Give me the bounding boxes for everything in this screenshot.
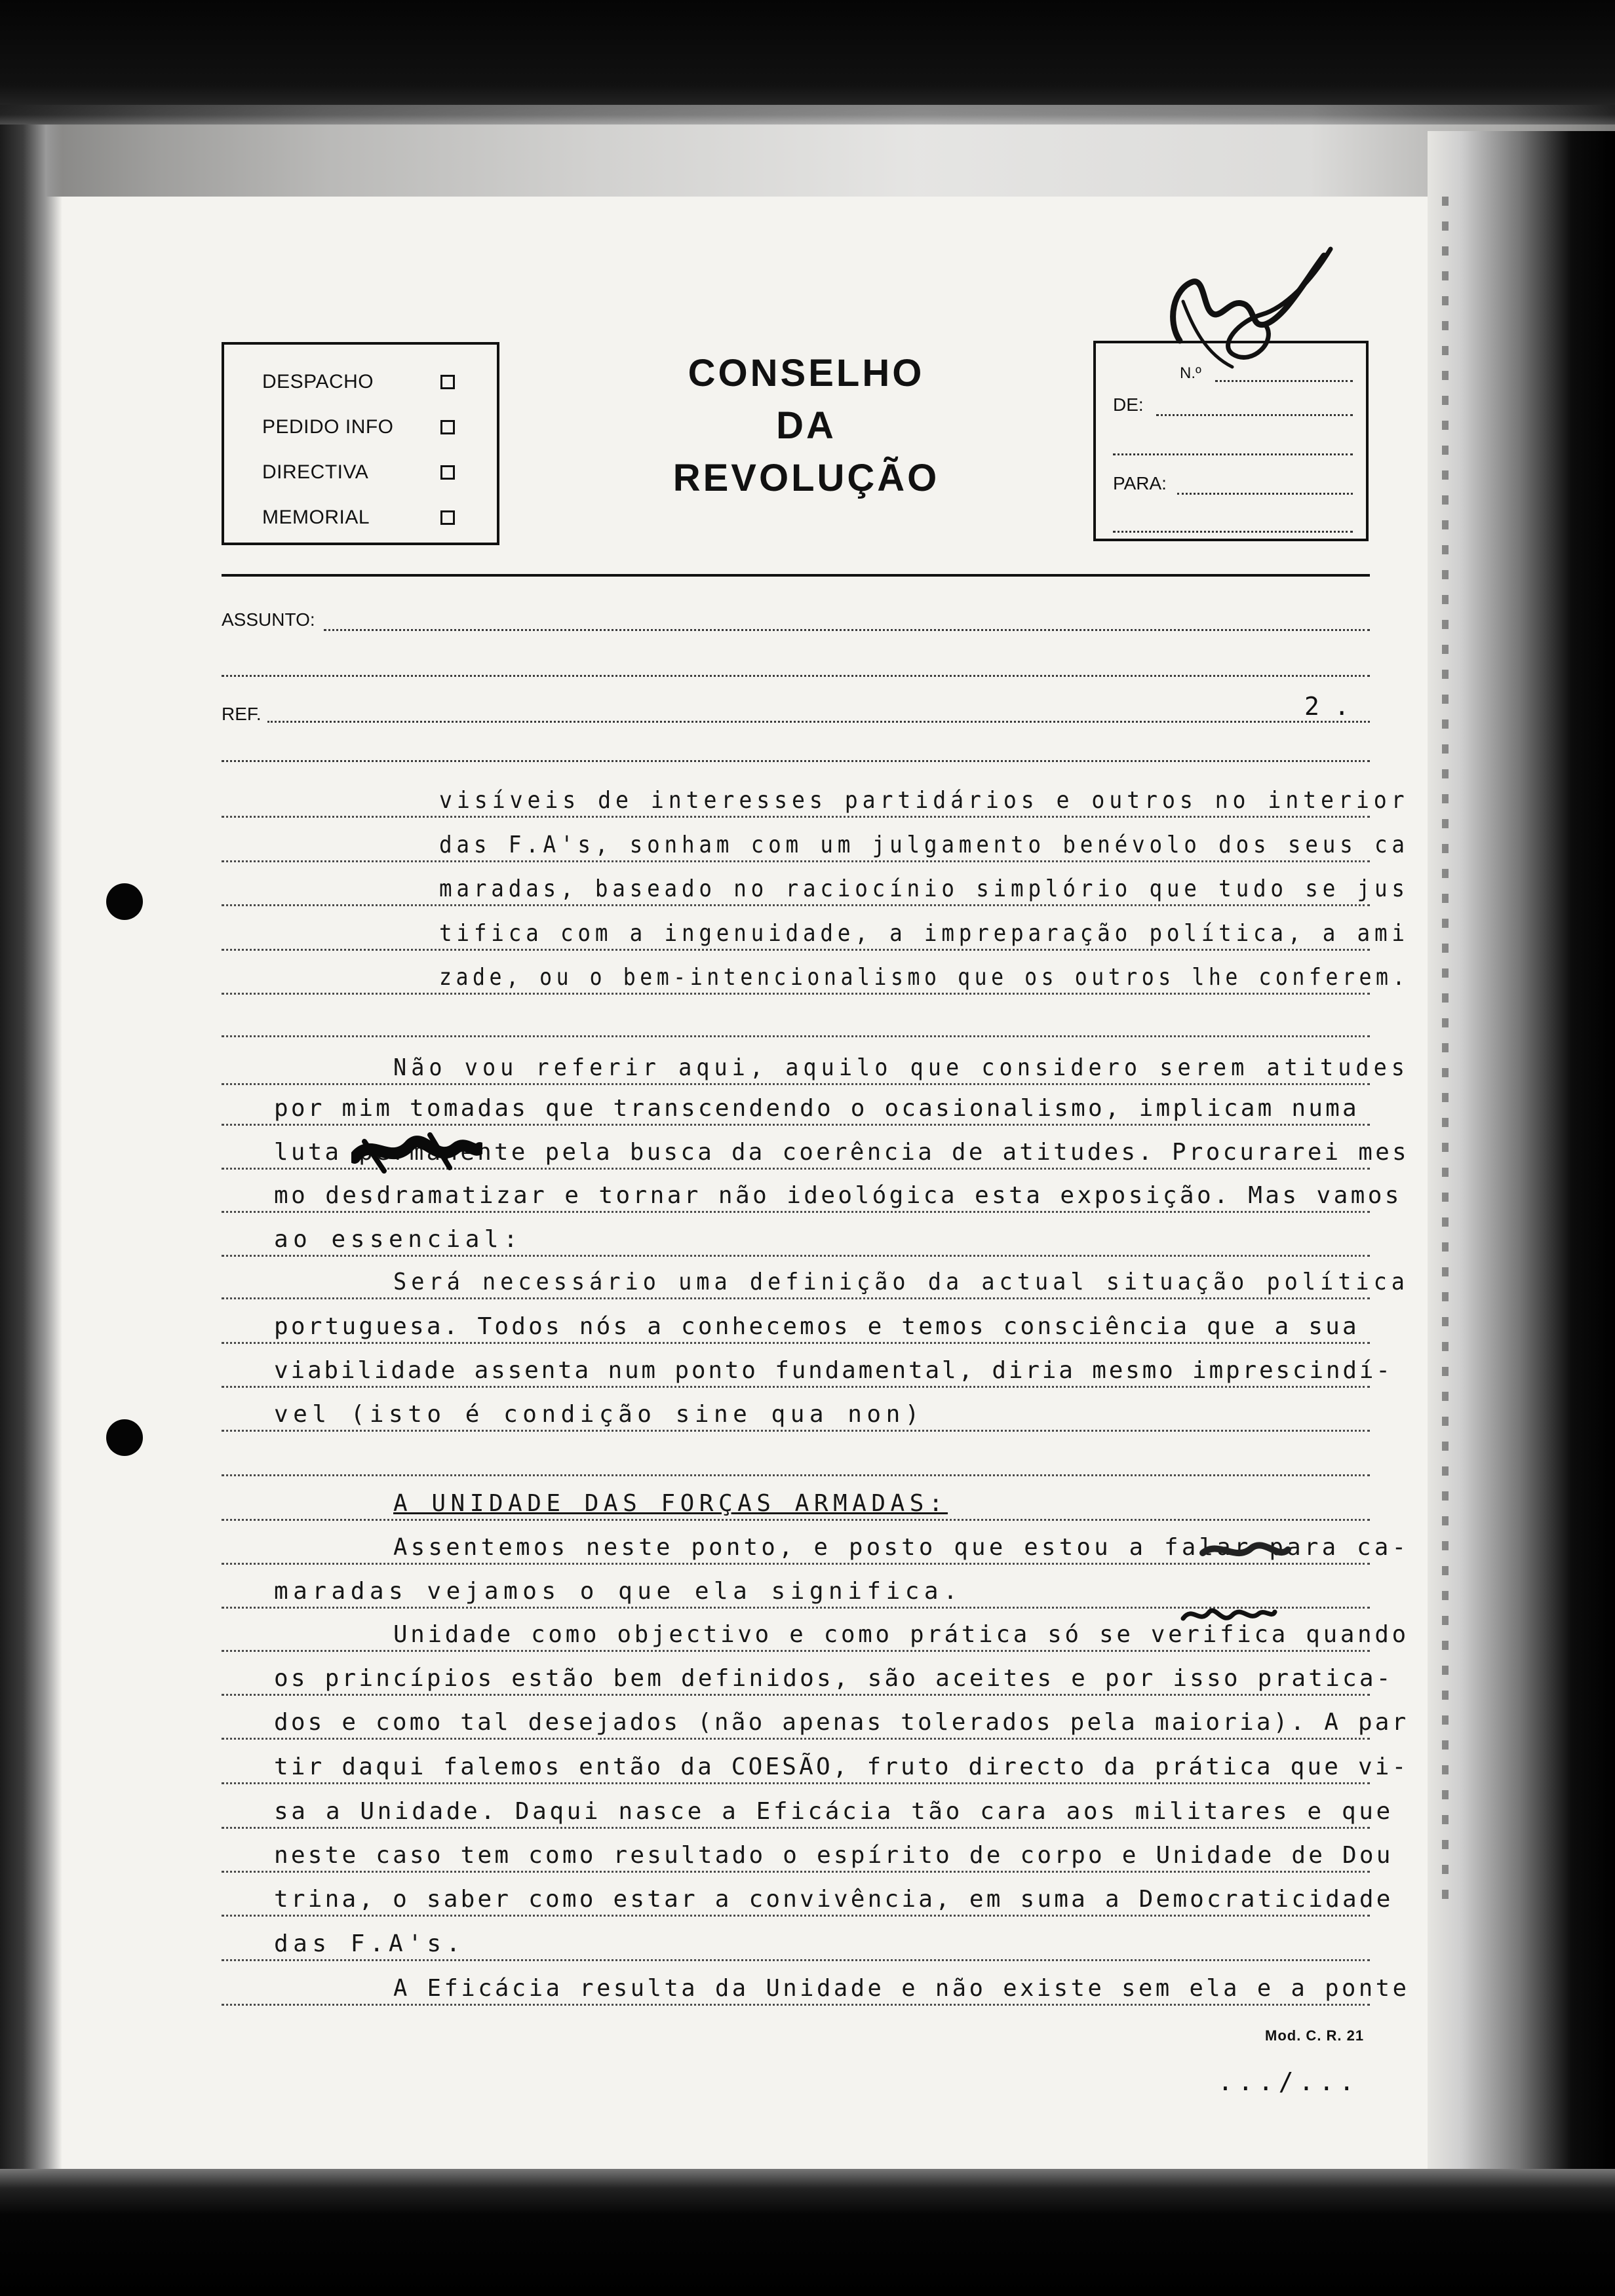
type-option-pedido-info[interactable] (262, 416, 485, 442)
section-heading: A UNIDADE DAS FORÇAS ARMADAS: (393, 1490, 948, 1517)
scan-border-right (1428, 131, 1615, 2169)
guide-line (222, 1563, 1370, 1565)
body-line: portuguesa. Todos nós a conhecemos e temos consciência que a sua (274, 1313, 1359, 1340)
body-line: mo desdramatizar e tornar não ideológica esta exposição. Mas vamos (274, 1182, 1402, 1209)
guide-line (222, 816, 1370, 818)
type-option-memorial[interactable] (262, 507, 485, 533)
assunto-field-line[interactable] (324, 629, 1370, 631)
checkbox-icon[interactable] (440, 465, 455, 480)
checkbox-icon[interactable] (440, 420, 455, 434)
header-divider (222, 574, 1370, 577)
guide-line (222, 1650, 1370, 1652)
handwritten-signature (1154, 242, 1350, 387)
body-line: luta permanente pela busca da coerência de atitudes. Procurarei mes (274, 1139, 1409, 1166)
body-line: os princípios estão bem definidos, são aceites e por isso pratica- (274, 1665, 1393, 1692)
scan-edge-marks (1442, 197, 1449, 1900)
guide-line (222, 1738, 1370, 1740)
org-title-line-3: REVOLUÇÃO (672, 457, 940, 499)
guide-line (222, 1827, 1370, 1829)
body-line: vel (isto é condição sine qua non) (274, 1401, 924, 1428)
guide-line (222, 1474, 1370, 1476)
assunto-field-line-2[interactable] (222, 675, 1370, 677)
ref-label: REF. (222, 704, 262, 724)
body-line: das F.A's, sonham com um julgamento benévolo dos seus ca (439, 832, 1409, 858)
type-option-directiva[interactable] (262, 461, 485, 488)
guide-line (222, 1519, 1370, 1521)
body-line: viabilidade assenta num ponto fundamental, diria mesmo imprescindí- (274, 1357, 1393, 1384)
type-option-label: PEDIDO INFO (262, 416, 394, 438)
guide-line (222, 2004, 1370, 2006)
de-field-line-2[interactable] (1113, 453, 1353, 455)
assunto-label: ASSUNTO: (222, 609, 315, 630)
punch-hole-upper (106, 883, 143, 920)
body-line: sa a Unidade. Daqui nasce a Eficácia tão cara aos militares e que (274, 1798, 1393, 1825)
number-label: N.º (1180, 364, 1201, 382)
type-option-label: DIRECTIVA (262, 461, 369, 483)
body-line: Não vou referir aqui, aquilo que considero serem atitudes (393, 1054, 1410, 1081)
punch-hole-lower (106, 1419, 143, 1456)
form-model-number: Mod. C. R. 21 (1265, 2027, 1365, 2044)
para-label: PARA: (1113, 473, 1167, 493)
scan-border-bottom (0, 2169, 1615, 2296)
guide-line (222, 1035, 1370, 1037)
guide-line (222, 904, 1370, 906)
scan-border-left (0, 124, 62, 2169)
type-option-label: MEMORIAL (262, 507, 370, 528)
guide-line (222, 1386, 1370, 1388)
guide-line (222, 1430, 1370, 1432)
guide-line (222, 993, 1370, 995)
checkbox-icon[interactable] (440, 375, 455, 389)
body-line: maradas vejamos o que ela significa. (274, 1578, 963, 1605)
body-line: A Eficácia resulta da Unidade e não existe sem ela e a ponte (393, 1975, 1410, 2002)
guide-line (222, 1255, 1370, 1257)
body-line: das F.A's. (274, 1930, 465, 1957)
body-line: maradas, baseado no raciocínio simplório que tudo se jus (439, 875, 1409, 902)
guide-line (222, 1342, 1370, 1344)
body-line: tifica com a ingenuidade, a impreparação política, a ami (439, 920, 1409, 947)
handwritten-overstrike (1199, 1533, 1291, 1566)
continuation-mark: .../... (1218, 2067, 1360, 2096)
de-field-line[interactable] (1156, 414, 1353, 416)
org-title-line-1: CONSELHO (688, 352, 925, 394)
document-type-box (222, 342, 499, 545)
guide-line (222, 1871, 1370, 1873)
body-line: dos e como tal desejados (não apenas tolerados pela maioria). A par (274, 1709, 1409, 1736)
body-line: tir daqui falemos então da COESÃO, fruto directo da prática que vi- (274, 1753, 1409, 1780)
ref-field-line[interactable] (267, 721, 1370, 723)
type-option-despacho[interactable] (262, 371, 485, 397)
guide-line (222, 1782, 1370, 1784)
guide-line (222, 949, 1370, 951)
body-line: trina, o saber como estar a convivência, em suma a Democraticidade (274, 1886, 1393, 1913)
de-label: DE: (1113, 394, 1144, 415)
body-line: Assentemos neste ponto, e posto que estou a falar para ca- (393, 1534, 1410, 1561)
guide-line (222, 1124, 1370, 1126)
guide-line (222, 860, 1370, 862)
checkbox-icon[interactable] (440, 510, 455, 525)
guide-line (222, 1694, 1370, 1696)
guide-line (222, 1083, 1370, 1085)
type-option-label: DESPACHO (262, 371, 374, 392)
body-line: visíveis de interesses partidários e outros no interior (439, 787, 1409, 814)
ref-field-line-2[interactable] (222, 760, 1370, 762)
handwritten-correction (1180, 1602, 1278, 1628)
guide-line (222, 1959, 1370, 1961)
body-line: neste caso tem como resultado o espírito de corpo e Unidade de Dou (274, 1842, 1393, 1869)
scan-shadow-top (0, 105, 1615, 197)
body-line: zade, ou o bem-intencionalismo que os outros lhe conferem. (439, 964, 1410, 991)
page-number: 2 . (1304, 692, 1350, 721)
para-field-line[interactable] (1177, 493, 1353, 495)
body-line: Unidade como objectivo e como prática só se verifica quando (393, 1621, 1409, 1648)
body-line: Será necessário uma definição da actual situação política (393, 1269, 1410, 1295)
handwritten-overstrike (351, 1128, 482, 1174)
body-line: ao essencial: (274, 1226, 523, 1253)
body-line: por mim tomadas que transcendendo o ocasionalismo, implicam numa (274, 1095, 1359, 1122)
guide-line (222, 1297, 1370, 1299)
para-field-line-2[interactable] (1113, 531, 1353, 533)
guide-line (222, 1915, 1370, 1917)
guide-line (222, 1211, 1370, 1213)
org-title-line-2: DA (776, 404, 836, 447)
